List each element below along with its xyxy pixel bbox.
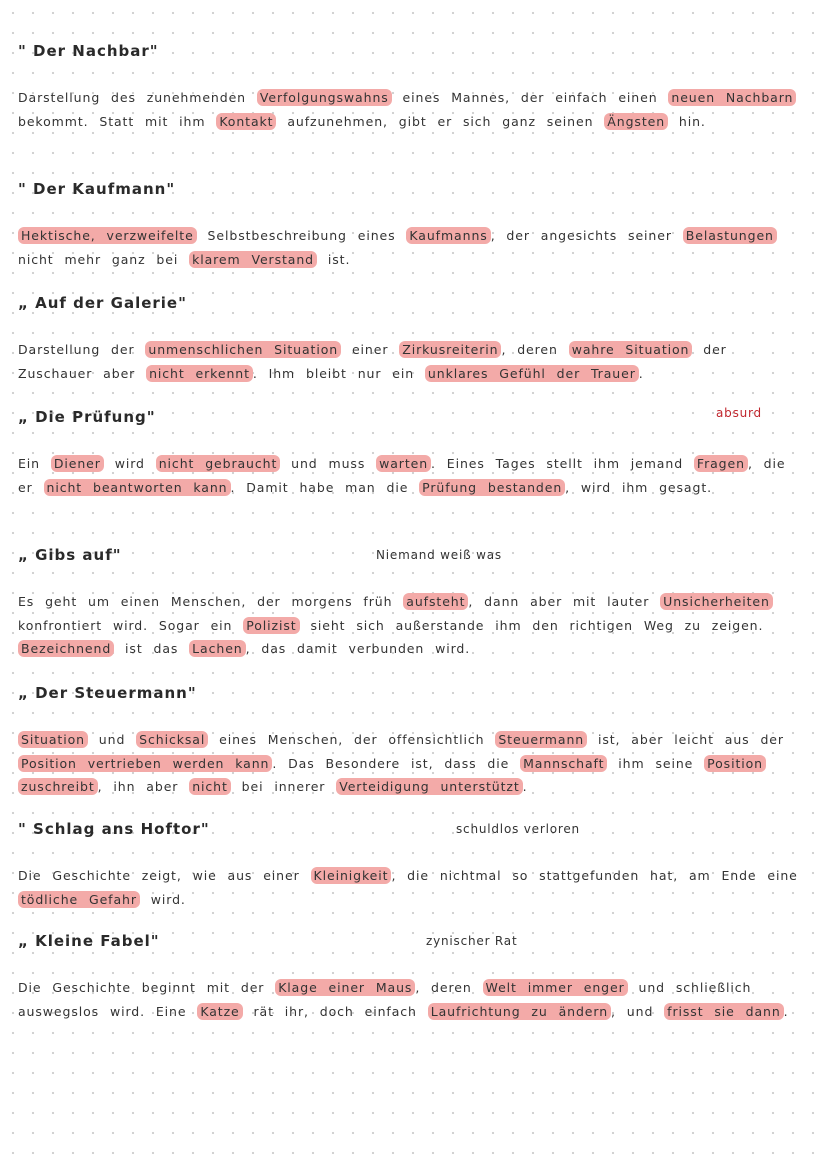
highlighted-phrase: Lachen: [189, 640, 245, 657]
highlighted-phrase: nicht erkennt: [146, 365, 253, 382]
text-run: bekommt. Statt mit ihm: [18, 113, 217, 129]
highlighted-phrase: Prüfung bestanden: [419, 479, 565, 496]
text-run: und muss: [280, 456, 377, 471]
highlighted-phrase: Zirkusreiterin: [399, 341, 501, 358]
highlighted-phrase: neuen Nachbarn: [668, 89, 796, 106]
section-title: „ Kleine Fabel": [18, 932, 160, 950]
highlighted-phrase: Verteidigung unterstützt: [336, 778, 522, 795]
section-body: [18, 728, 808, 799]
section-body: [18, 452, 808, 499]
highlighted-phrase: Polizist: [243, 617, 299, 634]
section-kleine-fabel: [18, 930, 818, 1023]
highlighted-phrase: Kleinigkeit: [311, 867, 392, 884]
highlighted-phrase: unklares Gefühl der Trauer: [425, 365, 639, 382]
text-run: wird.: [139, 891, 186, 907]
section-body: [18, 86, 808, 133]
text-run: , das damit verbunden wird.: [245, 641, 471, 656]
text-run: konfrontiert wird. Sogar ein: [18, 617, 244, 633]
highlighted-phrase: Kontakt: [216, 113, 276, 130]
highlighted-phrase: Mannschaft: [520, 755, 607, 772]
text-run: , die er: [18, 456, 786, 495]
section-title: „ Auf der Galerie": [18, 294, 187, 312]
highlighted-phrase: Ängsten: [604, 113, 668, 130]
text-run: Darstellung des zunehmenden: [18, 90, 257, 105]
text-run: .: [638, 365, 644, 381]
text-run: ist, aber leicht aus der: [587, 732, 784, 747]
text-run: Es geht um einen Menschen, der morgens früh: [18, 594, 404, 609]
text-run: , dann aber mit lauter: [468, 594, 661, 609]
text-run: sieht sich außerstande ihm den richtigen Weg zu zeigen.: [299, 617, 764, 633]
highlighted-phrase: klarem Verstand: [189, 251, 317, 268]
text-run: . Damit habe man die: [230, 479, 420, 495]
section-gibs-auf: [18, 544, 818, 661]
text-run: . Das Besondere ist, dass die: [272, 755, 521, 771]
text-run: .: [522, 779, 528, 794]
text-run: nicht mehr ganz bei: [18, 251, 190, 267]
section-der-nachbar: [18, 40, 818, 133]
section-body: [18, 338, 808, 385]
text-run: Selbstbeschreibung eines: [196, 228, 407, 243]
highlighted-phrase: unmenschlichen Situation: [145, 341, 341, 358]
section-der-steuermann: [18, 682, 818, 799]
margin-note: absurd: [716, 406, 762, 420]
highlighted-phrase: tödliche Gefahr: [18, 891, 140, 908]
section-schlag-ans-hoftor: [18, 818, 818, 911]
text-run: wird: [103, 456, 156, 471]
section-der-kaufmann: [18, 178, 818, 271]
section-title: " Der Nachbar": [18, 42, 159, 60]
highlighted-phrase: Steuermann: [495, 731, 587, 748]
section-body: [18, 864, 808, 911]
text-run: , die nichtmal so stattgefunden hat, am Ende eine: [391, 868, 798, 883]
margin-note: schuldlos verloren: [456, 822, 580, 836]
highlighted-phrase: Katze: [197, 1003, 242, 1020]
highlighted-phrase: nicht gebraucht: [156, 455, 281, 472]
section-title: „ Gibs auf": [18, 546, 122, 564]
section-auf-der-galerie: [18, 292, 818, 385]
highlighted-phrase: Position zuschreibt: [18, 755, 766, 796]
text-run: eines Menschen, der offensichtlich: [208, 732, 496, 747]
text-run: aufzunehmen, gibt er sich ganz seinen: [276, 113, 605, 129]
highlighted-phrase: nicht beantworten kann: [44, 479, 231, 496]
section-title: " Der Kaufmann": [18, 180, 176, 198]
section-title: „ Die Prüfung": [18, 408, 156, 426]
text-run: Die Geschichte zeigt, wie aus einer: [18, 868, 311, 883]
text-run: der Zuschauer aber: [18, 342, 727, 381]
highlighted-phrase: Kaufmanns: [406, 227, 490, 244]
highlighted-phrase: Belastungen: [683, 227, 777, 244]
highlighted-phrase: wahre Situation: [569, 341, 693, 358]
text-run: , wird ihm gesagt.: [565, 479, 712, 495]
highlighted-phrase: Situation: [18, 731, 88, 748]
highlighted-phrase: Schicksal: [136, 731, 208, 748]
highlighted-phrase: nicht: [189, 778, 231, 795]
text-run: . Eines Tages stellt ihm jemand: [431, 456, 694, 471]
text-run: ist.: [317, 251, 351, 267]
text-run: eines Mannes, der einfach einen: [391, 90, 669, 105]
margin-note: zynischer Rat: [426, 934, 518, 948]
text-run: und: [87, 732, 137, 747]
section-body: [18, 976, 808, 1023]
highlighted-phrase: Hektische, verzweifelte: [18, 227, 197, 244]
highlighted-phrase: aufsteht: [403, 593, 468, 610]
highlighted-phrase: Klage einer Maus: [275, 979, 415, 996]
text-run: hin.: [668, 113, 706, 129]
text-run: , und: [611, 1003, 665, 1019]
highlighted-phrase: Fragen: [694, 455, 748, 472]
text-run: ihm seine: [607, 755, 705, 771]
section-title: „ Der Steuermann": [18, 684, 197, 702]
text-run: rät ihr, doch einfach: [242, 1003, 428, 1019]
highlighted-phrase: Verfolgungswahns: [257, 89, 392, 106]
text-run: bei innerer: [230, 779, 337, 794]
text-run: , der angesichts seiner: [490, 228, 683, 243]
text-run: , ihn aber: [97, 779, 190, 794]
section-die-pruefung: [18, 406, 818, 499]
text-run: , deren: [501, 342, 569, 357]
highlighted-phrase: Laufrichtung zu ändern: [428, 1003, 611, 1020]
text-run: Ein: [18, 456, 51, 471]
text-run: Darstellung der: [18, 342, 146, 357]
text-run: . Ihm bleibt nur ein: [252, 365, 425, 381]
highlighted-phrase: Welt immer enger: [483, 979, 628, 996]
highlighted-phrase: warten: [376, 455, 431, 472]
text-run: einer: [341, 342, 400, 357]
section-title: " Schlag ans Hoftor": [18, 820, 210, 838]
section-body: [18, 224, 808, 271]
highlighted-phrase: Unsicherheiten: [660, 593, 773, 610]
margin-note: Niemand weiß was: [376, 548, 502, 562]
text-run: Die Geschichte beginnt mit der: [18, 980, 276, 995]
text-run: ist das: [114, 641, 190, 656]
section-body: [18, 590, 808, 661]
text-run: , deren: [415, 980, 483, 995]
highlighted-phrase: Position vertrieben werden kann: [18, 755, 272, 772]
highlighted-phrase: frisst sie dann: [664, 1003, 784, 1020]
text-run: .: [783, 1003, 789, 1019]
highlighted-phrase: Bezeichnend: [18, 640, 114, 657]
text-run: und schließlich auswegslos wird. Eine: [18, 980, 752, 1019]
highlighted-phrase: Diener: [51, 455, 104, 472]
